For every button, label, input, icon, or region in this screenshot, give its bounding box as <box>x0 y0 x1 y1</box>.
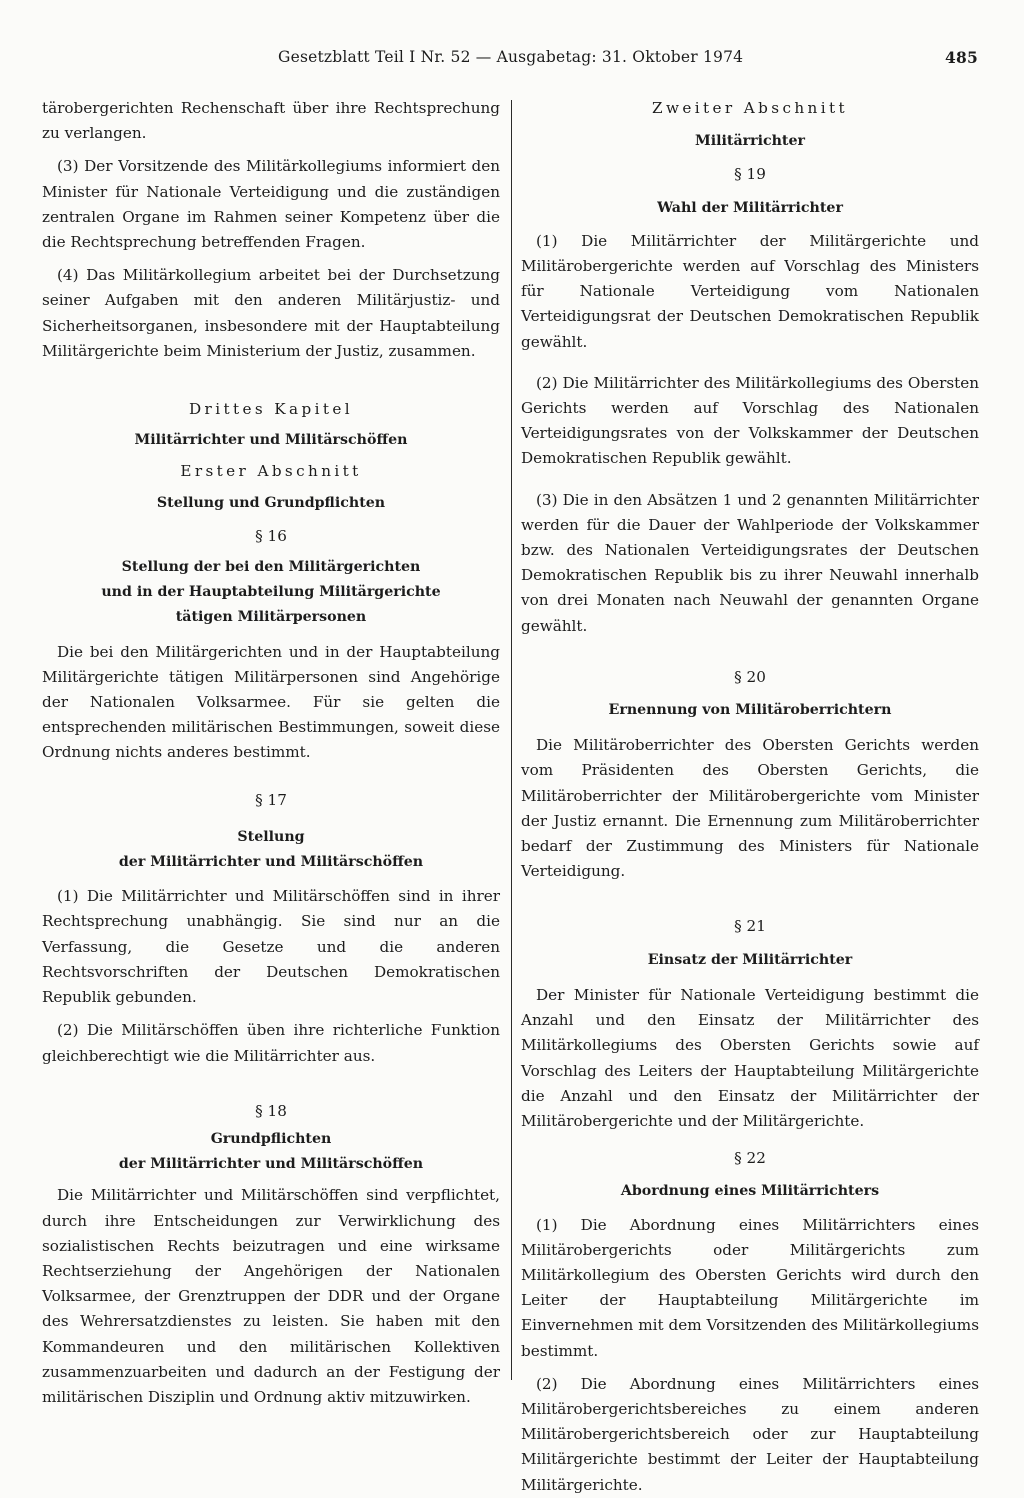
s18-text: Die Militärrichter und Militärschöffen sind verpflichtet, durch ihre Entscheidungen zur Verwirklichung des sozialistischen Rechts beizutragen und eine wirksame Rechtserziehung der Angehörigen der Nationalen Volksarmee, der Grenztruppen der DDR und der Organe des Wehrersatzdienstes zu leisten. Sie haben mit den Kommandeuren und den militärischen Kollektiven zusammenzuarbeiten und dadurch an der Festigung der militärischen Disziplin und Ordnung aktiv mitzuwirken. <box>42 1186 500 1406</box>
s21-number: § 21 <box>734 917 766 936</box>
right-column <box>521 96 979 1498</box>
left-column <box>42 96 500 1410</box>
s16-title-line-3: tätigen Militärpersonen <box>175 609 367 626</box>
s16-number: § 16 <box>255 526 287 545</box>
s22-paragraph-1: (1) Die Abordnung eines Militärrichters eines Militärobergerichts oder Militärgerichts zum Militärkollegium des Obersten Gerichts wird durch den Leiter der Hauptabteilung Militärgerichte im Einvernehmen mit dem Vorsitzenden des Militärkollegiums bestimmt. <box>521 1215 979 1360</box>
s16-title-line-1: Stellung der bei den Militärgerichten <box>121 559 421 576</box>
page-number: 485 <box>945 48 978 67</box>
chapter-title: Militärrichter und Militärschöffen <box>134 432 408 449</box>
s21-title: Einsatz der Militärrichter <box>647 951 853 968</box>
s20-title: Ernennung von Militäroberrichtern <box>608 702 892 719</box>
s20-text: Die Militäroberrichter des Obersten Gerichts werden vom Präsidenten des Obersten Gerichts, die Militäroberrichter der Militärobergerichte vom Minister der Justiz ernannt. Die Ernennung zum Militäroberrichter bedarf der Zustimmung des Ministers für Nationale Verteidigung. <box>521 736 979 881</box>
paragraph-15-3: (3) Der Vorsitzende des Militärkollegiums informiert den Minister für Nationale Verteidigung und die zuständigen zentralen Organe im Rahmen seiner Kompetenz über die die Rechtsprechung betreffenden Fragen. <box>42 157 500 252</box>
paragraph-15-4: (4) Das Militärkollegium arbeitet bei der Durchsetzung seiner Aufgaben mit den anderen Militärjustiz- und Sicherheitsorganen, insbesondere mit der Hauptabteilung Militärgerichte beim Ministerium der Justiz, zusammen. <box>42 266 500 360</box>
s22-number: § 22 <box>734 1149 766 1168</box>
s17-number: § 17 <box>255 790 287 809</box>
section-2-label: Zweiter Abschnitt <box>652 99 848 117</box>
page-header <box>42 48 978 72</box>
s18-number: § 18 <box>255 1101 287 1120</box>
s19-paragraph-3: (3) Die in den Absätzen 1 und 2 genannten Militärrichter werden für die Dauer der Wahlperiode der Volkskammer bzw. des Nationalen Verteidigungsrates der Deutschen Demokratischen Republik bis zu ihrer Neuwahl innerhalb von drei Monaten nach Neuwahl der genannten Organe gewählt. <box>521 490 979 635</box>
s22-paragraph-2: (2) Die Abordnung eines Militärrichters eines Militärobergerichtsbereiches zu einem anderen Militärobergerichtsbereich oder zur Hauptabteilung Militärgerichte bestimmt der Leiter der Hauptabteilung Militärgerichte. <box>521 1374 979 1494</box>
column-divider <box>511 100 512 1380</box>
s21-text: Der Minister für Nationale Verteidigung bestimmt die Anzahl und den Einsatz der Militärrichter des Militärkollegiums des Obersten Gerichts sowie auf Vorschlag des Leiters der Hauptabteilung Militärgerichte die Anzahl und den Einsatz der Militärrichter der Militärobergerichte und der Militärgerichte. <box>521 985 979 1130</box>
s19-number: § 19 <box>734 165 766 184</box>
s17-paragraph-1: (1) Die Militärrichter und Militärschöffen sind in ihrer Rechtsprechung unabhängig. Sie sind nur an die Verfassung, die Gesetze und die anderen Rechtsvorschriften der Deutschen Demokratischen Republik gebunden. <box>42 887 500 1007</box>
section-1-label: Erster Abschnitt <box>180 462 362 481</box>
section-1-title: Stellung und Grundpflichten <box>156 494 386 511</box>
s16-title-line-2: und in der Hauptabteilung Militärgerichte <box>101 584 441 601</box>
section-2-title: Militärrichter <box>695 133 805 150</box>
s22-title: Abordnung eines Militärrichters <box>620 1183 880 1200</box>
s17-title-line-2: der Militärrichter und Militärschöffen <box>118 854 424 871</box>
paragraph-continued: tärobergerichten Rechenschaft über ihre Rechtsprechung zu verlangen. <box>42 99 500 143</box>
s19-paragraph-1: (1) Die Militärrichter der Militärgerichte und Militärobergerichte werden auf Vorschlag des Ministers für Nationale Verteidigung vom Nationalen Verteidigungsrat der Deutschen Demokratischen Republik gewählt. <box>521 231 979 351</box>
running-title: Gesetzblatt Teil I Nr. 52 — Ausgabetag: 31. Oktober 1974 <box>278 48 744 66</box>
chapter-label: Drittes Kapitel <box>188 400 354 419</box>
s17-title-line-1: Stellung <box>237 828 305 845</box>
s16-text: Die bei den Militärgerichten und in der Hauptabteilung Militärgerichte tätigen Militärpersonen sind Angehörige der Nationalen Volksarmee. Für sie gelten die entsprechenden militärischen Bestimmungen, soweit diese Ordnung nichts anderes bestimmt. <box>42 642 500 762</box>
s18-title-line-2: der Militärrichter und Militärschöffen <box>118 1156 424 1173</box>
s17-paragraph-2: (2) Die Militärschöffen üben ihre richterliche Funktion gleichberechtigt wie die Militärrichter aus. <box>42 1021 500 1065</box>
s19-title: Wahl der Militärrichter <box>657 199 843 216</box>
s19-paragraph-2: (2) Die Militärrichter des Militärkollegiums des Obersten Gerichts werden auf Vorschlag des Nationalen Verteidigungsrates von der Volkskammer der Deutschen Demokratischen Republik gewählt. <box>521 373 979 468</box>
s18-title-line-1: Grundpflichten <box>210 1130 332 1147</box>
s20-number: § 20 <box>734 667 766 686</box>
